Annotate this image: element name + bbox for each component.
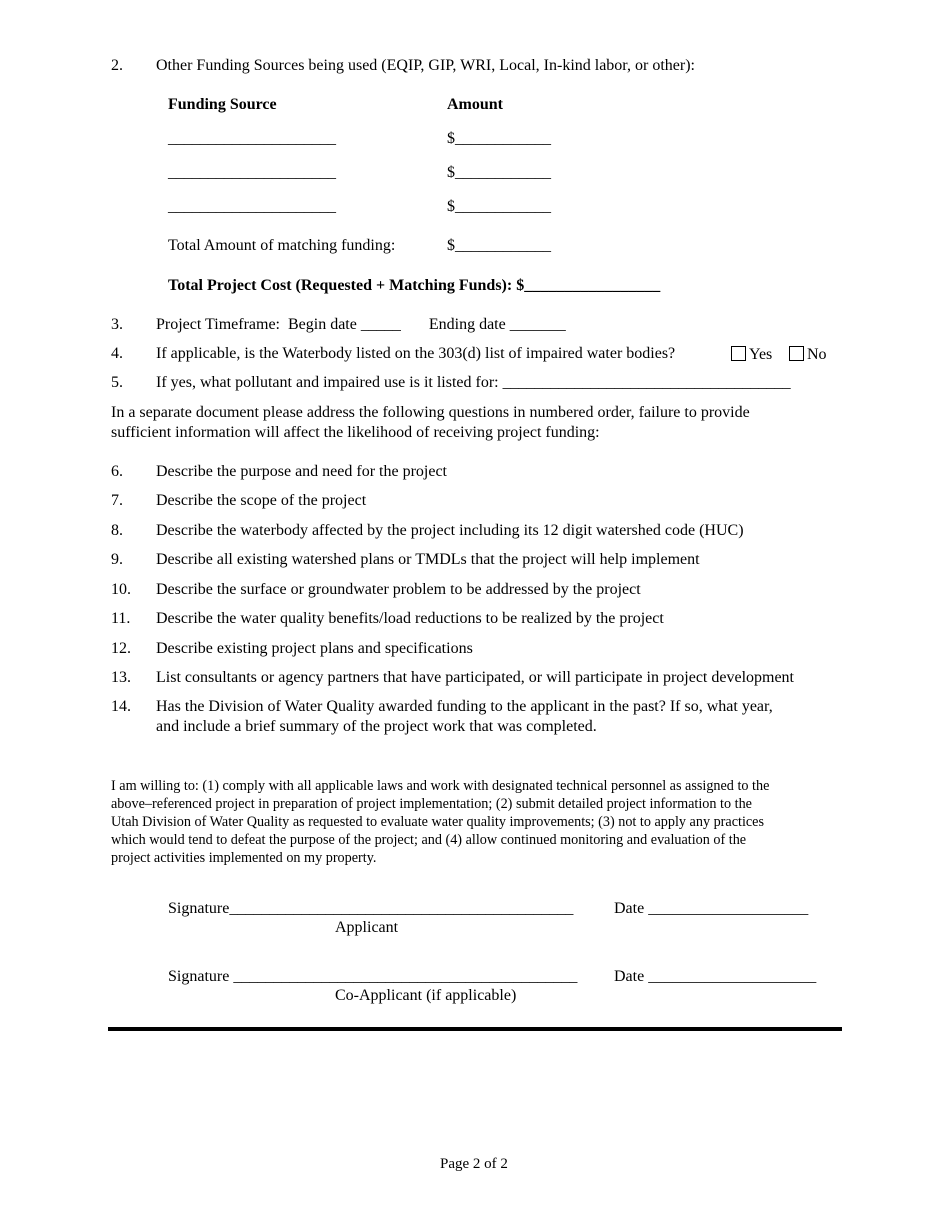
- question-text: Describe the water quality benefits/load reductions to be realized by the project: [156, 610, 664, 627]
- amount-field-3[interactable]: $____________: [447, 198, 551, 215]
- agreement-line: Utah Division of Water Quality as requested to evaluate water quality improvements; (3) not to apply any practices: [111, 814, 764, 830]
- applicant-signature-field[interactable]: Signature___________________________________________: [168, 900, 574, 917]
- funding-source-field-1[interactable]: _____________________: [168, 130, 336, 147]
- coapplicant-caption: Co-Applicant (if applicable): [335, 987, 517, 1004]
- item-14-line-1: Has the Division of Water Quality awarded funding to the applicant in the past? If so, what year,: [156, 698, 773, 715]
- item-5-text[interactable]: If yes, what pollutant and impaired use is it listed for: ____________________________________: [156, 374, 791, 391]
- coapplicant-signature-field[interactable]: Signature ___________________________________________: [168, 968, 578, 985]
- question-number: 8.: [111, 522, 123, 539]
- item-14-number: 14.: [111, 698, 131, 715]
- item-4-text: If applicable, is the Waterbody listed on the 303(d) list of impaired water bodies?: [156, 345, 676, 362]
- question-number: 12.: [111, 640, 131, 657]
- no-label: No: [807, 346, 827, 363]
- agreement-line: above–referenced project in preparation of project implementation; (2) submit detailed project information to the: [111, 796, 752, 812]
- question-number: 10.: [111, 581, 131, 598]
- no-option[interactable]: [789, 346, 827, 363]
- item-4-number: 4.: [111, 345, 123, 362]
- no-checkbox[interactable]: [789, 346, 804, 361]
- total-matching-label: Total Amount of matching funding:: [168, 237, 396, 254]
- yes-option[interactable]: [731, 346, 772, 363]
- question-text: Describe all existing watershed plans or TMDLs that the project will help implement: [156, 551, 700, 568]
- question-text: Describe the purpose and need for the project: [156, 463, 447, 480]
- page-number: Page 2 of 2: [440, 1156, 508, 1172]
- agreement-paragraph: [111, 777, 769, 867]
- question-number: 13.: [111, 669, 131, 686]
- amount-field-1[interactable]: $____________: [447, 130, 551, 147]
- applicant-date-field[interactable]: Date ____________________: [614, 900, 809, 917]
- agreement-line: I am willing to: (1) comply with all applicable laws and work with designated technical personnel as assigned to the: [111, 778, 770, 794]
- applicant-caption: Applicant: [335, 919, 399, 936]
- total-project-cost[interactable]: Total Project Cost (Requested + Matching Funds): $_________________: [168, 277, 661, 294]
- question-text: Describe the surface or groundwater problem to be addressed by the project: [156, 581, 641, 598]
- instructions-line-1: In a separate document please address the following questions in numbered order, failure to provide: [111, 404, 750, 421]
- amount-field-2[interactable]: $____________: [447, 164, 551, 181]
- funding-source-field-2[interactable]: _____________________: [168, 164, 336, 181]
- yes-label: Yes: [749, 346, 773, 363]
- item-5-number: 5.: [111, 374, 123, 391]
- question-text: List consultants or agency partners that have participated, or will participate in project development: [156, 669, 794, 686]
- question-number: 11.: [111, 610, 131, 627]
- question-number: 7.: [111, 492, 123, 509]
- yes-checkbox[interactable]: [731, 346, 746, 361]
- question-number: 9.: [111, 551, 123, 568]
- item-2-text: Other Funding Sources being used (EQIP, GIP, WRI, Local, In-kind labor, or other):: [156, 57, 695, 74]
- coapplicant-date-field[interactable]: Date _____________________: [614, 968, 817, 985]
- question-text: Describe existing project plans and specifications: [156, 640, 473, 657]
- section-divider: [108, 1027, 842, 1031]
- total-matching-field[interactable]: $____________: [447, 237, 551, 254]
- item-3-number: 3.: [111, 316, 123, 333]
- item-2-number: 2.: [111, 57, 123, 74]
- question-text: Describe the waterbody affected by the project including its 12 digit watershed code (HUC): [156, 522, 744, 539]
- amount-header: Amount: [447, 96, 504, 113]
- item-14-line-2: and include a brief summary of the project work that was completed.: [156, 718, 597, 735]
- funding-source-header: Funding Source: [168, 96, 277, 113]
- funding-source-field-3[interactable]: _____________________: [168, 198, 336, 215]
- instructions-line-2: sufficient information will affect the likelihood of receiving project funding:: [111, 424, 600, 441]
- question-text: Describe the scope of the project: [156, 492, 367, 509]
- agreement-line: which would tend to defeat the purpose of the project; and (4) allow continued monitoring and evaluation of the: [111, 832, 747, 848]
- question-number: 6.: [111, 463, 123, 480]
- item-3-text[interactable]: Project Timeframe: Begin date _____ Ending date _______: [156, 316, 566, 333]
- agreement-line: project activities implemented on my property.: [111, 850, 377, 866]
